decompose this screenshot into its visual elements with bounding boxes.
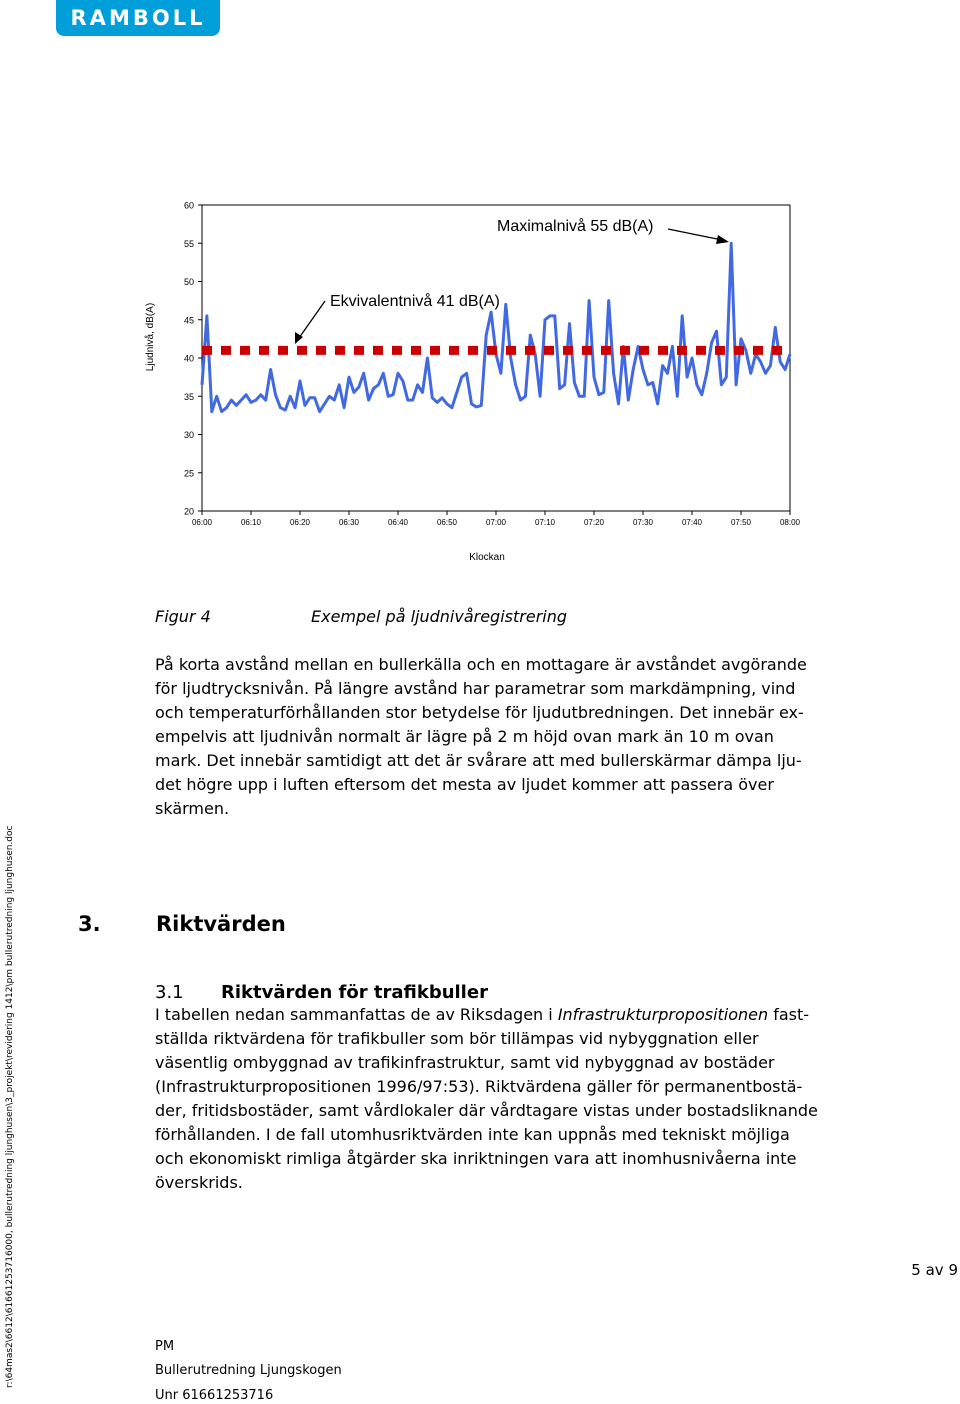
paragraph-1-line: och temperaturförhållanden stor betydelse för ljudutbredningen. Det innebär ex- [155,703,804,722]
y-tick-label: 20 [183,506,194,517]
paragraph-2-line: ställda riktvärdena för trafikbuller som bör tillämpas vid nybyggnation eller [155,1029,759,1048]
y-tick-label: 45 [183,315,194,326]
logo-text: RAMBOLL [70,6,206,30]
paragraph-1-line: det högre upp i luften eftersom det mesta av ljudet kommer att passera över [155,775,774,794]
page-number: 5 av 9 [911,1261,958,1279]
paragraph-2-text: I tabellen nedan sammanfattas de av Riksdagen i [155,1005,558,1024]
subsection-title: Riktvärden för trafikbuller [221,982,488,1003]
noise-level-series [202,243,790,411]
footer-unr: Unr 61661253716 [155,1388,274,1403]
annotation-max: Maximalnivå 55 dB(A) [497,218,654,235]
section-heading [78,912,286,936]
file-path-sidebar: r:\64mas2\6612\61661253716000, bullerutredning ljunghusen\3_projekt\revidering 1412\pm bullerutredning ljunghusen.doc [5,825,15,1388]
y-tick-label: 35 [183,391,194,402]
x-tick-label: 06:10 [240,518,262,527]
annotation-eq-arrow [299,301,325,338]
y-tick-label: 40 [183,353,194,364]
x-tick-label: 06:20 [289,518,311,527]
paragraph-2-line: väsentlig ombyggnad av trafikinfrastruktur, samt vid nybyggnad av bostäder [155,1053,775,1072]
x-tick-label: 06:50 [436,518,458,527]
noise-level-chart [0,190,960,570]
x-tick-label: 07:50 [730,518,752,527]
x-tick-label: 07:30 [632,518,654,527]
subsection-heading [155,982,488,1003]
ramboll-logo [56,0,220,36]
section-number: 3. [78,912,101,936]
paragraph-1-line: för ljudtrycksnivån. På längre avstånd har parametrar som markdämpning, vind [155,679,796,698]
paragraph-2-line: (Infrastrukturpropositionen 1996/97:53). Riktvärdena gäller för permanentbostä- [155,1077,803,1096]
annotation-max-arrow [668,229,722,240]
annotation-max-arrowhead [716,235,729,244]
x-tick-label: 07:00 [485,518,507,527]
y-axis-label: Ljudnivå, dB(A) [145,302,156,372]
paragraph-2-line: förhållanden. I de fall utomhusriktvärden inte kan uppnås med tekniskt möjliga [155,1125,790,1144]
footer-pm: PM [155,1339,175,1354]
x-tick-label: 06:40 [387,518,409,527]
x-tick-label: 07:40 [681,518,703,527]
figure-label: Figur 4 [155,607,211,626]
paragraph-1 [155,653,845,821]
x-tick-label: 07:10 [534,518,556,527]
paragraph-2-line: der, fritidsbostäder, samt vårdlokaler där vårdtagare vistas under bostadsliknande [155,1101,818,1120]
y-tick-label: 60 [183,200,194,211]
figure-caption: Exempel på ljudnivåregistrering [311,607,568,626]
y-tick-label: 50 [183,277,194,287]
paragraph-2-line: och ekonomiskt rimliga åtgärder ska inriktningen vara att inomhusnivåerna inte [155,1149,797,1168]
x-tick-label: 06:00 [191,518,213,527]
y-tick-label: 30 [183,430,194,440]
paragraph-1-line: På korta avstånd mellan en bullerkälla och en mottagare är avståndet avgörande [155,655,807,674]
y-tick-label: 25 [183,468,194,479]
paragraph-2 [155,1003,845,1195]
footer-project: Bullerutredning Ljungskogen [155,1363,342,1378]
paragraph-1-line: mark. Det innebär samtidigt att det är svårare att med bullerskärmar dämpa lju- [155,751,802,770]
y-tick-label: 55 [183,238,194,249]
x-axis-label: Klockan [469,552,505,563]
paragraph-1-line: skärmen. [155,799,230,818]
paragraph-2-italic: Infrastrukturpropositionen [557,1005,769,1024]
section-title: Riktvärden [156,912,286,936]
annotation-eq: Ekvivalentnivå 41 dB(A) [330,293,500,310]
subsection-number: 3.1 [155,982,184,1003]
x-tick-label: 06:30 [338,518,360,527]
paragraph-2-text: fast- [768,1005,810,1024]
paragraph-2-line [155,1003,845,1027]
paragraph-2-line: överskrids. [155,1173,243,1192]
x-tick-label: 08:00 [779,518,801,527]
paragraph-1-line: empelvis att ljudnivån normalt är lägre på 2 m höjd ovan mark än 10 m ovan [155,727,774,746]
x-tick-label: 07:20 [583,518,605,527]
